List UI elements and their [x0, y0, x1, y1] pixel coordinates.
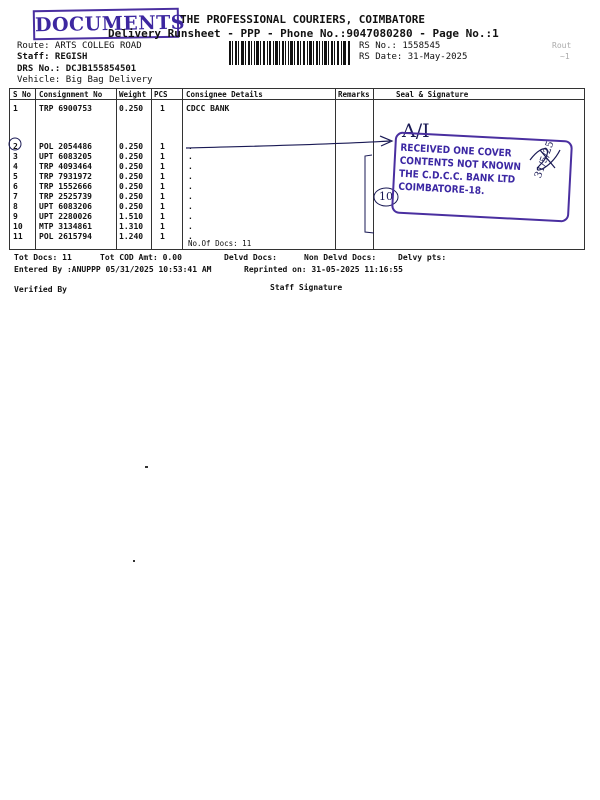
company-title: THE PROFESSIONAL COURIERS, COIMBATORE [180, 13, 426, 26]
bracket-icon [365, 155, 374, 233]
staff-label: Staff: REGISH [17, 52, 88, 62]
row-consignee: . [188, 142, 193, 151]
vehicle-label: Vehicle: Big Bag Delivery [17, 75, 153, 85]
handwritten-ten: 10 [379, 190, 393, 203]
row-sno: 3 [13, 152, 18, 161]
no-of-docs: No.Of Docs: 11 [188, 239, 252, 248]
faint-route-text: Rout [552, 41, 572, 50]
row-sno: 7 [13, 192, 18, 201]
row-sno: 1 [13, 104, 18, 113]
staff-signature: Staff Signature [270, 283, 343, 292]
row-consignment: UPT 6083205 [39, 152, 92, 161]
row-sno: 11 [13, 232, 23, 241]
row-pcs: 1 [160, 232, 165, 241]
row-pcs: 1 [160, 202, 165, 211]
row-sno: 2 [13, 142, 18, 151]
row-pcs: 1 [160, 162, 165, 171]
row-consignee: . [188, 182, 193, 191]
stamp-line: COIMBATORE-18. [398, 181, 485, 198]
stamp-line: THE C.D.C.C. BANK LTD [398, 168, 516, 186]
row-weight: 0.250 [119, 172, 144, 181]
row-consignment: TRP 2525739 [39, 192, 92, 201]
row-sno: 5 [13, 172, 18, 181]
circle-mark-icon [9, 138, 21, 150]
row-weight: 1.510 [119, 212, 144, 221]
delvy-pts: Delvy pts: [398, 253, 447, 262]
verified-by: Verified By [14, 285, 67, 294]
stamp-line: CONTENTS NOT KNOWN [399, 155, 522, 174]
faint-mark-text: ~1 [560, 52, 570, 61]
row-consignment: MTP 3134861 [39, 222, 92, 231]
col-remarks-header: Remarks [338, 90, 370, 99]
col-pcs-header: PCS [154, 90, 168, 99]
row-consignee: . [188, 202, 193, 211]
row-consignee: . [188, 212, 193, 221]
row-sno: 10 [13, 222, 23, 231]
row-pcs: 1 [160, 212, 165, 221]
col-seal-header: Seal & Signature [396, 90, 469, 99]
row-pcs: 1 [160, 152, 165, 161]
entered-by: Entered By :ANUPPP 05/31/2025 10:53:41 AM [14, 265, 212, 274]
col-consignment-header: Consignment No [39, 90, 103, 99]
row-consignment: TRP 6900753 [39, 104, 92, 113]
handwritten-ai: A/I [402, 120, 430, 142]
row-weight: 1.310 [119, 222, 144, 231]
row-pcs: 1 [160, 172, 165, 181]
speck-mark [133, 560, 135, 562]
row-consignment: POL 2615794 [39, 232, 92, 241]
row-consignee: . [188, 192, 193, 201]
row-consignee: . [188, 152, 193, 161]
drs-number: DRS No.: DCJB155854501 [17, 64, 137, 74]
row-weight: 0.250 [119, 192, 144, 201]
row-consignment: UPT 6083206 [39, 202, 92, 211]
row-consignee: . [188, 222, 193, 231]
reprinted-on: Reprinted on: 31-05-2025 11:16:55 [244, 265, 403, 274]
speck-mark [145, 466, 148, 468]
row-sno: 6 [13, 182, 18, 191]
delvd-docs: Delvd Docs: [224, 253, 277, 262]
row-consignment: TRP 7931972 [39, 172, 92, 181]
tot-docs: Tot Docs: 11 [14, 253, 72, 262]
tot-cod-amt: Tot COD Amt: 0.00 [100, 253, 182, 262]
row-weight: 0.250 [119, 142, 144, 151]
row-sno: 8 [13, 202, 18, 211]
handwriting-overlay [0, 0, 600, 260]
col-sno-header: S No [13, 90, 32, 99]
row-pcs: 1 [160, 104, 165, 113]
row-weight: 0.250 [119, 202, 144, 211]
rs-date: RS Date: 31-May-2025 [359, 52, 468, 62]
row-weight: 0.250 [119, 182, 144, 191]
row-consignee: . [188, 172, 193, 181]
runsheet-subtitle: Delivery Runsheet - PPP - Phone No.:9047080280 - Page No.:1 [108, 27, 499, 40]
row-pcs: 1 [160, 182, 165, 191]
row-sno: 9 [13, 212, 18, 221]
col-weight-header: Weight [119, 90, 147, 99]
row-weight: 1.240 [119, 232, 144, 241]
row-pcs: 1 [160, 222, 165, 231]
row-consignee: . [188, 162, 193, 171]
route-label: Route: ARTS COLLEG ROAD [17, 41, 142, 51]
row-consignee: . [188, 232, 193, 241]
row-pcs: 1 [160, 142, 165, 151]
rs-number: RS No.: 1558545 [359, 41, 441, 51]
row-weight: 0.250 [119, 162, 144, 171]
col-consignee-header: Consignee Details [186, 90, 263, 99]
row-pcs: 1 [160, 192, 165, 201]
row-sno: 4 [13, 162, 18, 171]
non-delvd-docs: Non Delvd Docs: [304, 253, 377, 262]
row-consignment: TRP 1552666 [39, 182, 92, 191]
documents-stamp: DOCUMENTS [33, 8, 180, 41]
row-consignment: UPT 2280026 [39, 212, 92, 221]
row-consignee: CDCC BANK [186, 104, 230, 113]
row-consignment: TRP 4093464 [39, 162, 92, 171]
row-weight: 0.250 [119, 104, 144, 113]
stamp-line: RECEIVED ONE COVER [400, 142, 512, 160]
arrow-line-icon [186, 141, 390, 148]
row-consignment: POL 2054486 [39, 142, 92, 151]
signature-date: 31/5/25 [533, 139, 557, 180]
row-weight: 0.250 [119, 152, 144, 161]
